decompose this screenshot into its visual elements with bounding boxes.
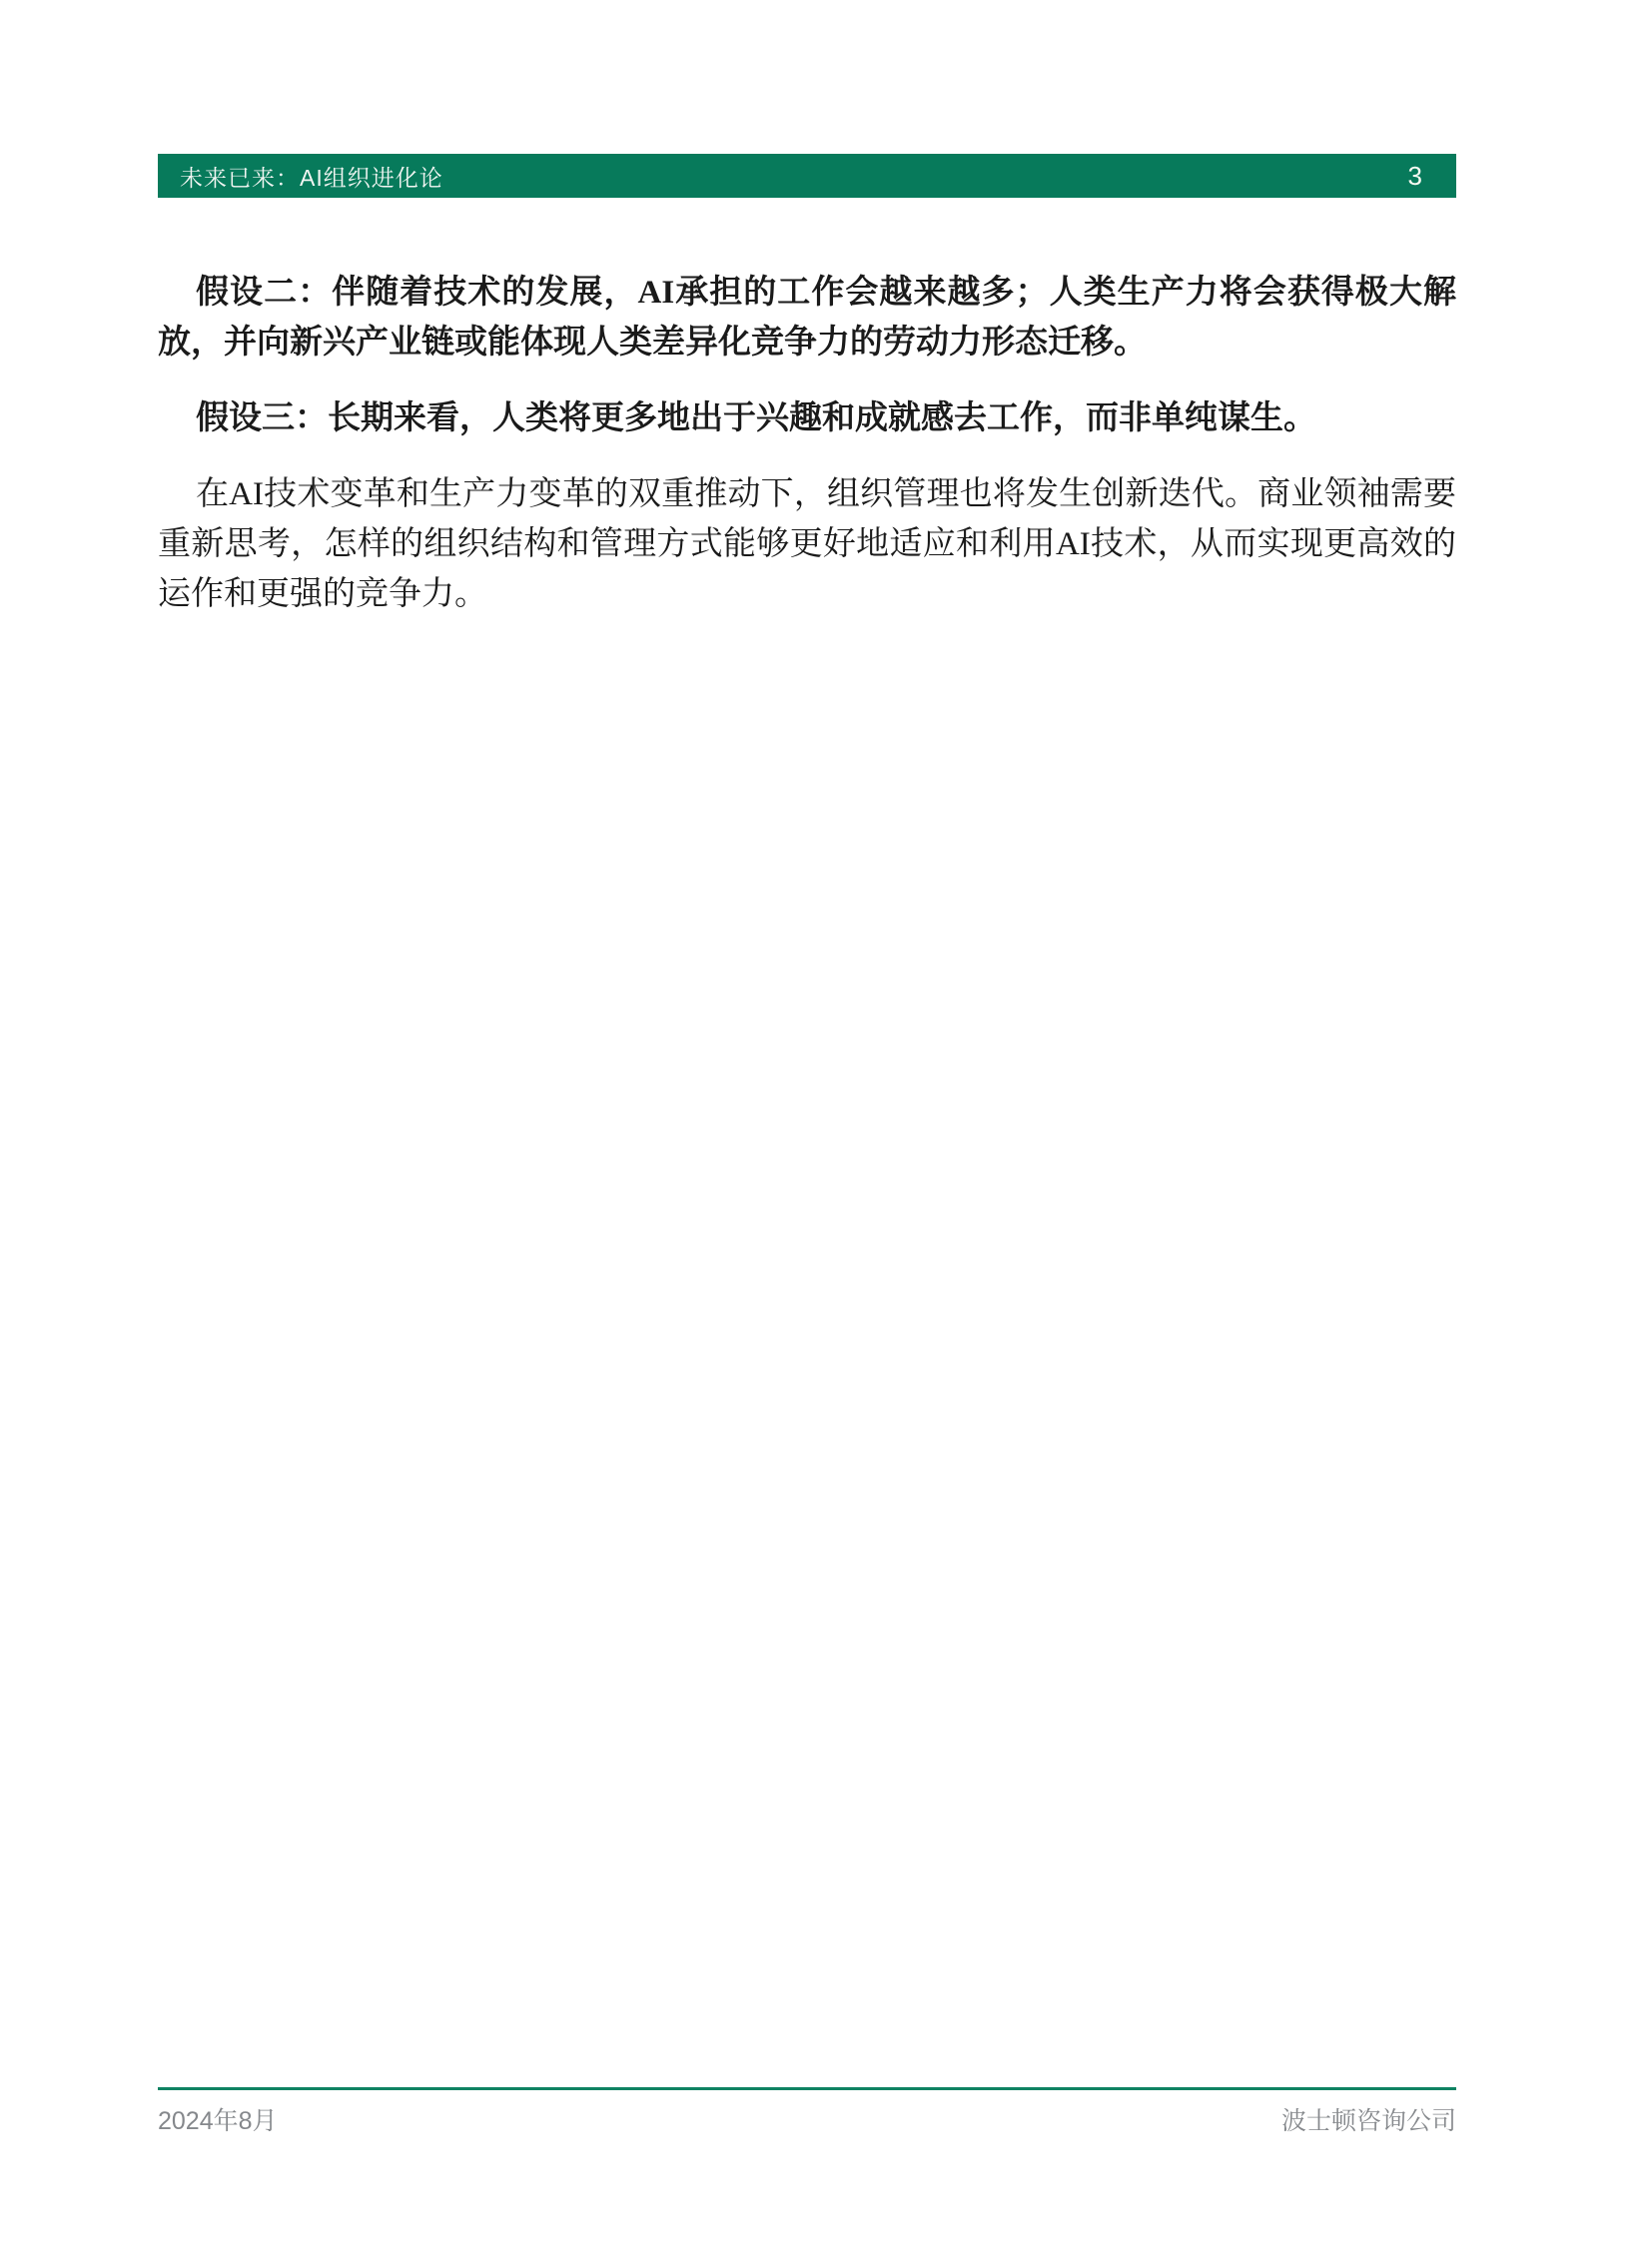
header-bar	[158, 154, 1456, 198]
paragraph-text: 长期来看，人类将更多地出于兴趣和成就感去工作，而非单纯谋生。	[328, 400, 1316, 436]
paragraph-text: 在AI技术变革和生产力变革的双重推动下，组织管理也将发生创新迭代。商业领袖需要重新思考，怎样的组织结构和管理方式能够更好地适应和利用AI技术，从而实现更高效的运作和更强的竞争力。	[158, 476, 1456, 612]
paragraph-lead: 假设二：	[196, 275, 333, 311]
paragraph-hypothesis-2	[158, 268, 1456, 368]
footer-date: 2024年8月	[158, 2107, 278, 2135]
footer-company: 波士顿咨询公司	[1280, 2107, 1456, 2135]
footer	[158, 2103, 1456, 2139]
paragraph-lead: 假设三：	[196, 400, 328, 436]
paragraph-conclusion	[158, 469, 1456, 619]
body-content	[158, 268, 1456, 645]
page-number: 3	[1407, 160, 1422, 191]
paragraph-hypothesis-3	[158, 393, 1456, 443]
header-title: 未来已来：AI组织进化论	[180, 164, 443, 191]
footer-divider	[158, 2087, 1456, 2090]
paragraph-text: 伴随着技术的发展，AI承担的工作会越来越多；人类生产力将会获得极大解放，并向新兴产业链或能体现人类差异化竞争力的劳动力形态迁移。	[158, 275, 1456, 361]
